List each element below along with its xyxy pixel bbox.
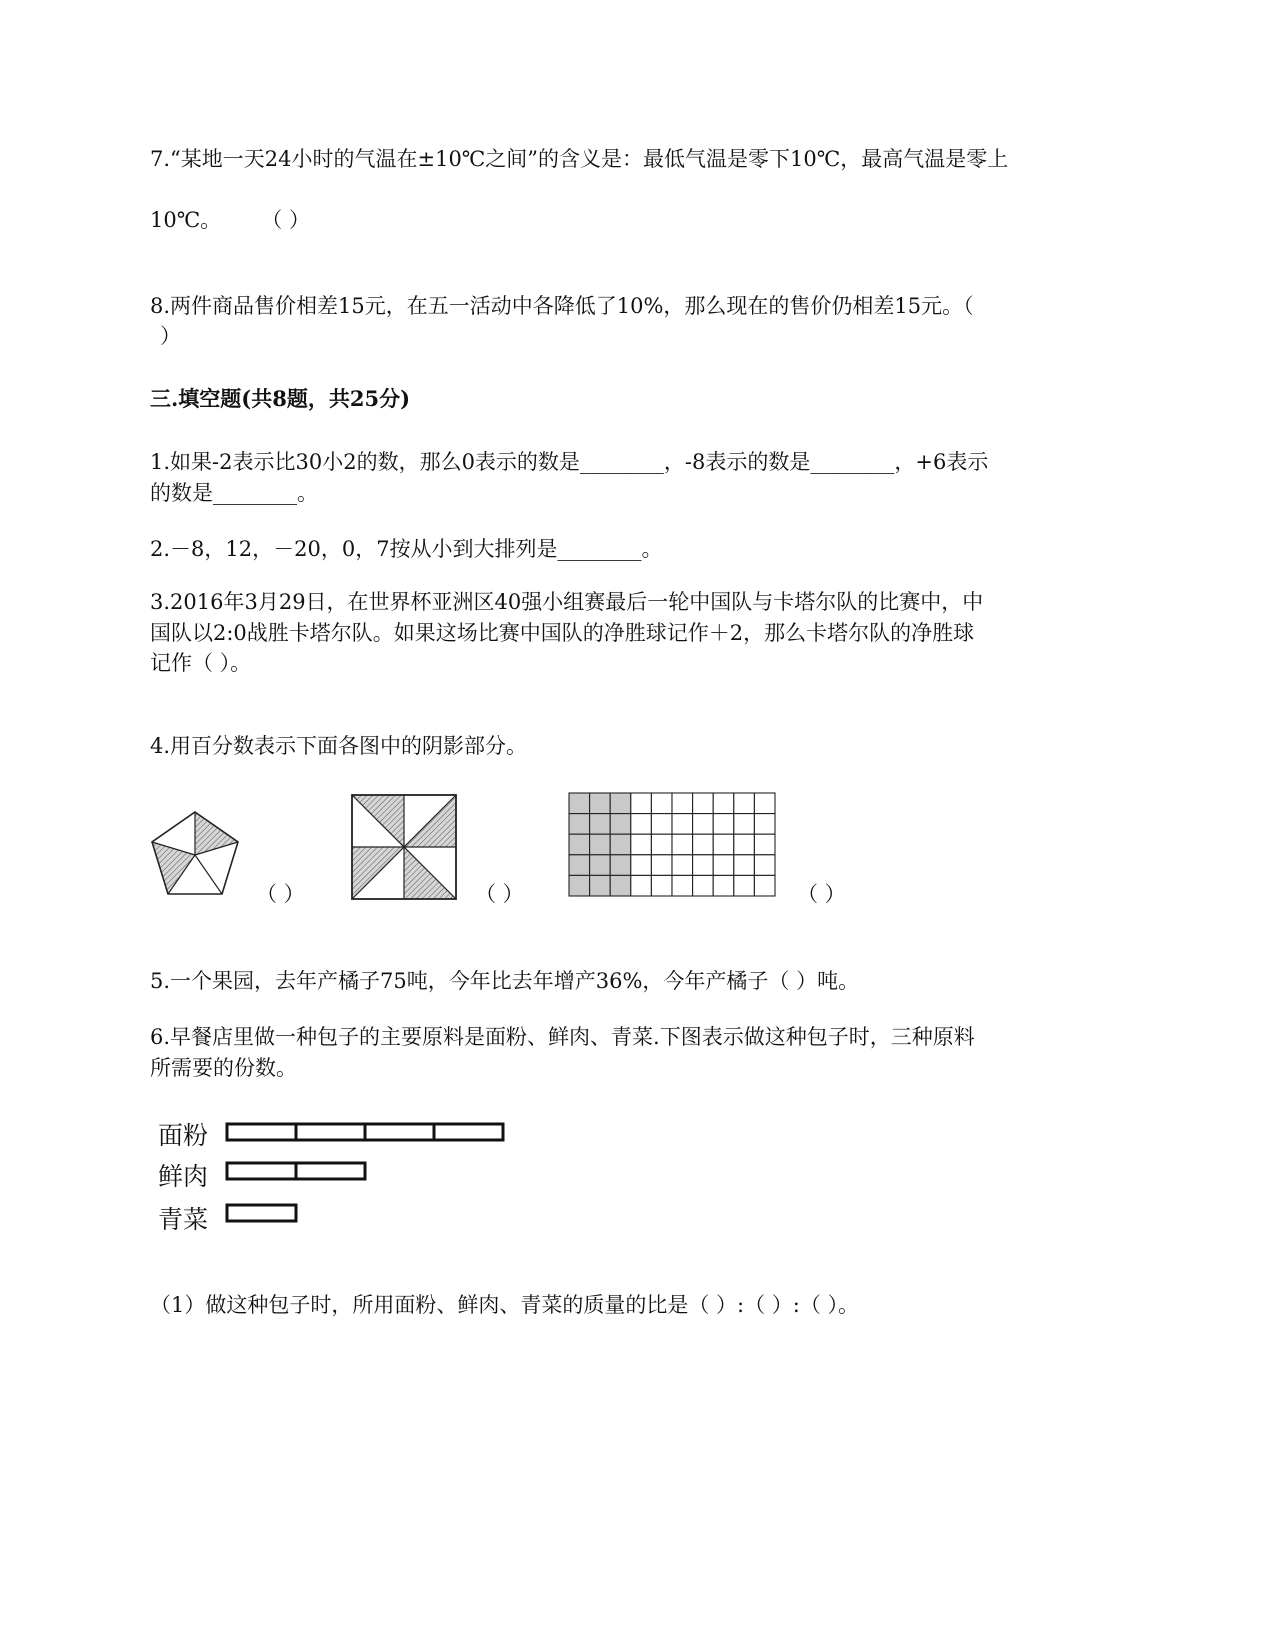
grid-cell xyxy=(631,855,652,876)
grid-cell xyxy=(734,855,755,876)
question-7-line-2: 10℃。 （ ） xyxy=(150,208,310,232)
question-2: 2.－8，12，－20，0，7按从小到大排列是________。 xyxy=(150,537,663,561)
question-3-line-2: 国队以2:0战胜卡塔尔队。如果这场比赛中国队的净胜球记作＋2，那么卡塔尔队的净胜球 xyxy=(150,621,975,645)
grid-cell xyxy=(693,875,714,896)
grid-cell xyxy=(734,793,755,814)
grid-cell-shaded xyxy=(590,875,611,896)
grid-cell xyxy=(631,875,652,896)
section-title: 三.填空题(共8题，共25分) xyxy=(150,386,411,411)
grid-cell-shaded xyxy=(569,834,590,855)
grid-cell xyxy=(651,793,672,814)
grid-cell-shaded xyxy=(590,814,611,835)
bar-unit-1-4 xyxy=(434,1124,503,1140)
ingredient-bars xyxy=(225,1120,525,1230)
figure-1-answer: （ ） xyxy=(256,882,305,906)
grid-cell-shaded xyxy=(610,875,631,896)
pentagon-figure xyxy=(150,810,250,900)
bar-label-flour: 面粉 xyxy=(158,1121,209,1150)
grid-cell-shaded xyxy=(610,855,631,876)
grid-cell xyxy=(693,855,714,876)
grid-cell-shaded xyxy=(569,855,590,876)
grid-cell xyxy=(693,793,714,814)
question-4: 4.用百分数表示下面各图中的阴影部分。 xyxy=(150,734,528,758)
bar-unit-1-1 xyxy=(227,1124,296,1140)
question-6-line-2: 所需要的份数。 xyxy=(150,1056,297,1080)
bar-unit-1-3 xyxy=(365,1124,434,1140)
bar-label-vegetable: 青菜 xyxy=(158,1205,209,1234)
bar-label-meat: 鲜肉 xyxy=(158,1162,209,1191)
grid-cell xyxy=(754,875,775,896)
grid-cell xyxy=(631,834,652,855)
grid-cell xyxy=(693,834,714,855)
question-6-line-1: 6.早餐店里做一种包子的主要原料是面粉、鲜肉、青菜.下图表示做这种包子时，三种原料 xyxy=(150,1025,975,1049)
grid-cell xyxy=(734,834,755,855)
grid-cell-shaded xyxy=(590,855,611,876)
question-5: 5.一个果园，去年产橘子75吨，今年比去年增产36%，今年产橘子（ ）吨。 xyxy=(150,969,860,993)
figure-2-answer: （ ） xyxy=(475,882,524,906)
grid-cell-shaded xyxy=(610,814,631,835)
grid-cell xyxy=(651,814,672,835)
grid-cell xyxy=(672,875,693,896)
question-8-line-2: ） xyxy=(160,324,181,348)
grid-cell xyxy=(693,814,714,835)
grid-cell-shaded xyxy=(569,793,590,814)
grid-cell xyxy=(672,793,693,814)
bar-unit-3-1 xyxy=(227,1205,296,1221)
grid-figure xyxy=(568,792,778,898)
grid-cell-shaded xyxy=(590,793,611,814)
grid-cell xyxy=(754,793,775,814)
bar-unit-2-2 xyxy=(296,1163,365,1179)
grid-cell xyxy=(672,814,693,835)
grid-cell xyxy=(734,875,755,896)
question-3-line-1: 3.2016年3月29日，在世界杯亚洲区40强小组赛最后一轮中国队与卡塔尔队的比赛中，中 xyxy=(150,590,984,614)
grid-cell xyxy=(651,834,672,855)
grid-cell-shaded xyxy=(610,834,631,855)
grid-cell xyxy=(713,793,734,814)
grid-cell-shaded xyxy=(590,834,611,855)
question-6-sub-1: （1）做这种包子时，所用面粉、鲜肉、青菜的质量的比是（ ）:（ ）:（ ）。 xyxy=(150,1293,860,1317)
question-3-line-3: 记作（ ）。 xyxy=(150,651,252,675)
grid-cell xyxy=(713,855,734,876)
grid-cell xyxy=(713,834,734,855)
question-8-line-1: 8.两件商品售价相差15元，在五一活动中各降低了10%，那么现在的售价仍相差15元。（ xyxy=(150,294,974,318)
bar-unit-2-1 xyxy=(227,1163,296,1179)
figure-3-answer: （ ） xyxy=(797,882,846,906)
grid-cell-shaded xyxy=(569,875,590,896)
grid-cell xyxy=(672,834,693,855)
square-figure xyxy=(351,794,457,900)
bar-unit-1-2 xyxy=(296,1124,365,1140)
grid-cell xyxy=(754,834,775,855)
grid-cell xyxy=(754,814,775,835)
grid-cell xyxy=(631,814,652,835)
grid-cell xyxy=(754,855,775,876)
grid-cell xyxy=(651,855,672,876)
question-1-line-2: 的数是________。 xyxy=(150,481,318,505)
grid-cell xyxy=(713,875,734,896)
grid-cell xyxy=(631,793,652,814)
question-1-line-1: 1.如果-2表示比30小2的数，那么0表示的数是________，-8表示的数是________，+6表示 xyxy=(150,450,989,474)
grid-cell xyxy=(713,814,734,835)
grid-cell-shaded xyxy=(569,814,590,835)
question-7-line-1: 7.“某地一天24小时的气温在±10℃之间”的含义是：最低气温是零下10℃，最高气温是零上 xyxy=(150,147,1009,171)
grid-cell-shaded xyxy=(610,793,631,814)
grid-cell xyxy=(672,855,693,876)
grid-cell xyxy=(651,875,672,896)
grid-cell xyxy=(734,814,755,835)
